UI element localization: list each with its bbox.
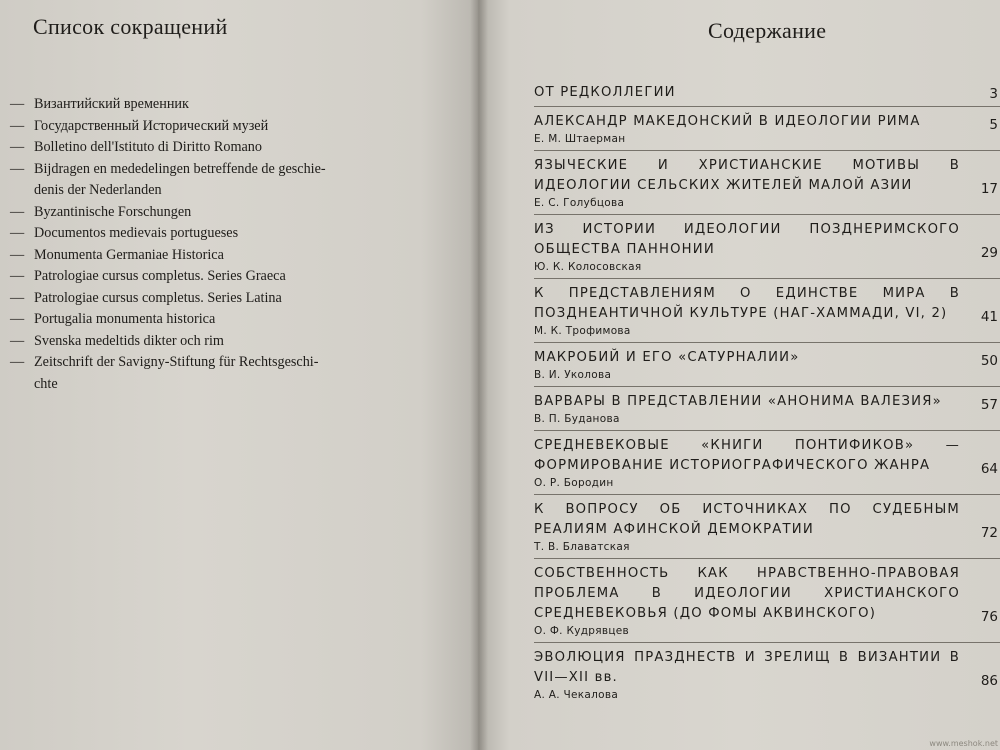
toc-entry-title: К ПРЕДСТАВЛЕНИЯМ О ЕДИНСТВЕ МИРА В ПОЗДНЕАНТИЧНОЙ КУЛЬТУРЕ (НАГ-ХАММАДИ, VI, 2) <box>534 286 960 321</box>
toc-entry-title: ВАРВАРЫ В ПРЕДСТАВЛЕНИИ «АНОНИМА ВАЛЕЗИЯ» <box>534 394 942 409</box>
toc-entry-title: ИЗ ИСТОРИИ ИДЕОЛОГИИ ПОЗДНЕРИМСКОГО ОБЩЕСТВА ПАННОНИИ <box>534 222 960 257</box>
toc-entry-author: Т. В. Блаватская <box>534 541 630 553</box>
abbreviation-item <box>0 94 440 116</box>
toc-entry-page-number: 29 <box>980 245 998 261</box>
abbreviation-item <box>0 180 440 202</box>
list-dash: — <box>10 354 25 370</box>
abbreviation-text: Patrologiae cursus completus. Series Graeca <box>34 268 286 284</box>
toc-entry-title: ЯЗЫЧЕСКИЕ И ХРИСТИАНСКИЕ МОТИВЫ В ИДЕОЛОГИИ СЕЛЬСКИХ ЖИТЕЛЕЙ МАЛОЙ АЗИИ <box>534 158 960 193</box>
abbreviation-item <box>0 245 440 267</box>
toc-entry <box>534 106 1000 150</box>
list-dash: — <box>10 139 25 155</box>
toc-entry-page-number: 64 <box>980 461 998 477</box>
abbreviation-text: Byzantinische Forschungen <box>34 203 192 220</box>
toc-entry-title: ЭВОЛЮЦИЯ ПРАЗДНЕСТВ И ЗРЕЛИЩ В ВИЗАНТИИ В VII—XII вв. <box>534 650 960 685</box>
list-dash: — <box>10 246 25 263</box>
toc-entry <box>534 494 1000 558</box>
toc-entry-page-number: 86 <box>980 673 998 689</box>
list-dash: — <box>10 96 25 112</box>
abbreviation-item <box>0 374 440 396</box>
list-dash: — <box>10 268 25 284</box>
abbreviation-text: Monumenta Germaniae Historica <box>34 246 224 263</box>
abbreviation-text: Portugalia monumenta historica <box>34 311 216 327</box>
toc-entry-author: В. И. Уколова <box>534 369 612 381</box>
toc-entry-title: К ВОПРОСУ ОБ ИСТОЧНИКАХ ПО СУДЕБНЫМ РЕАЛИЯМ АФИНСКОЙ ДЕМОКРАТИИ <box>534 502 960 537</box>
abbreviation-text: Patrologiae cursus completus. Series Latina <box>34 289 282 306</box>
abbreviation-item <box>0 116 440 138</box>
list-dash: — <box>10 225 25 241</box>
abbreviation-text: Documentos medievais portugueses <box>34 225 239 241</box>
list-dash: — <box>10 311 25 327</box>
site-watermark: www.meshok.net <box>929 739 998 748</box>
toc-entry-page-number: 41 <box>980 309 998 325</box>
abbreviation-item <box>0 288 440 310</box>
abbreviation-item <box>0 223 440 245</box>
toc-entry-title: ОТ РЕДКОЛЛЕГИИ <box>534 85 676 100</box>
list-dash: — <box>10 160 25 177</box>
abbreviation-item <box>0 309 440 331</box>
toc-entry-title: СРЕДНЕВЕКОВЫЕ «КНИГИ ПОНТИФИКОВ» — ФОРМИРОВАНИЕ ИСТОРИОГРАФИЧЕСКОГО ЖАНРА <box>534 438 960 473</box>
abbreviation-item <box>0 202 440 224</box>
abbreviation-item <box>0 137 440 159</box>
toc-entry <box>534 214 1000 278</box>
toc-entry-title: АЛЕКСАНДР МАКЕДОНСКИЙ В ИДЕОЛОГИИ РИМА <box>534 114 921 129</box>
abbreviation-text: Zeitschrift der Savigny-Stiftung für Rechtsgeschi- <box>34 354 319 370</box>
abbreviation-item <box>0 266 440 288</box>
abbreviation-item <box>0 331 440 353</box>
toc-entry-author: О. Р. Бородин <box>534 477 614 489</box>
abbreviation-text: Государственный Исторический музей <box>34 117 269 134</box>
toc-entry-author: А. А. Чекалова <box>534 689 619 701</box>
toc-entry <box>534 430 1000 494</box>
toc-entry <box>534 342 1000 386</box>
abbreviation-item <box>0 159 440 181</box>
abbreviation-text: Византийский временник <box>34 96 189 112</box>
toc-entry-page-number: 57 <box>980 397 998 413</box>
toc-entry-page-number: 76 <box>980 609 998 625</box>
toc-entry <box>534 642 1000 706</box>
toc-entry <box>534 386 1000 430</box>
toc-entry-author: Е. М. Штаерман <box>534 133 626 145</box>
abbreviations-list <box>0 94 440 395</box>
abbreviation-text: Svenska medeltids dikter och rim <box>34 332 224 349</box>
toc-entry-page-number: 72 <box>980 525 998 541</box>
toc-entry-page-number: 50 <box>980 353 998 369</box>
abbreviations-title: Список сокращений <box>33 14 228 39</box>
toc-entry <box>534 150 1000 214</box>
list-dash: — <box>10 289 25 306</box>
toc-entry-author: Е. С. Голубцова <box>534 197 625 209</box>
left-page <box>0 0 478 750</box>
toc-entry-page-number: 5 <box>989 117 998 133</box>
toc-entry <box>534 278 1000 342</box>
toc-entry-title: СОБСТВЕННОСТЬ КАК НРАВСТВЕННО-ПРАВОВАЯ ПРОБЛЕМА В ИДЕОЛОГИИ ХРИСТИАНСКОГО СРЕДНЕВЕКОВЬЯ (ДО ФОМЫ АКВИНСКОГО) <box>534 566 960 621</box>
list-dash: — <box>10 117 25 134</box>
table-of-contents <box>534 78 1000 706</box>
book-gutter <box>470 0 488 750</box>
abbreviation-text: chte <box>34 375 58 392</box>
toc-entry-author: Ю. К. Колосовская <box>534 261 642 273</box>
contents-title: Содержание <box>708 18 827 43</box>
toc-entry-page-number: 3 <box>989 86 998 102</box>
toc-entry-title: МАКРОБИЙ И ЕГО «САТУРНАЛИИ» <box>534 350 800 365</box>
toc-entry-author: В. П. Буданова <box>534 413 620 425</box>
abbreviation-text: Bolletino dell'Istituto di Diritto Romano <box>34 139 262 155</box>
list-dash: — <box>10 203 25 220</box>
list-dash: — <box>10 332 25 349</box>
abbreviation-text: denis der Nederlanden <box>34 182 162 198</box>
toc-entry <box>534 558 1000 642</box>
toc-entry <box>534 78 1000 106</box>
abbreviation-text: Bijdragen en mededelingen betreffende de geschie- <box>34 160 326 177</box>
abbreviation-item <box>0 352 440 374</box>
toc-entry-author: О. Ф. Кудрявцев <box>534 625 630 637</box>
toc-entry-page-number: 17 <box>980 181 998 197</box>
toc-entry-author: М. К. Трофимова <box>534 325 631 337</box>
